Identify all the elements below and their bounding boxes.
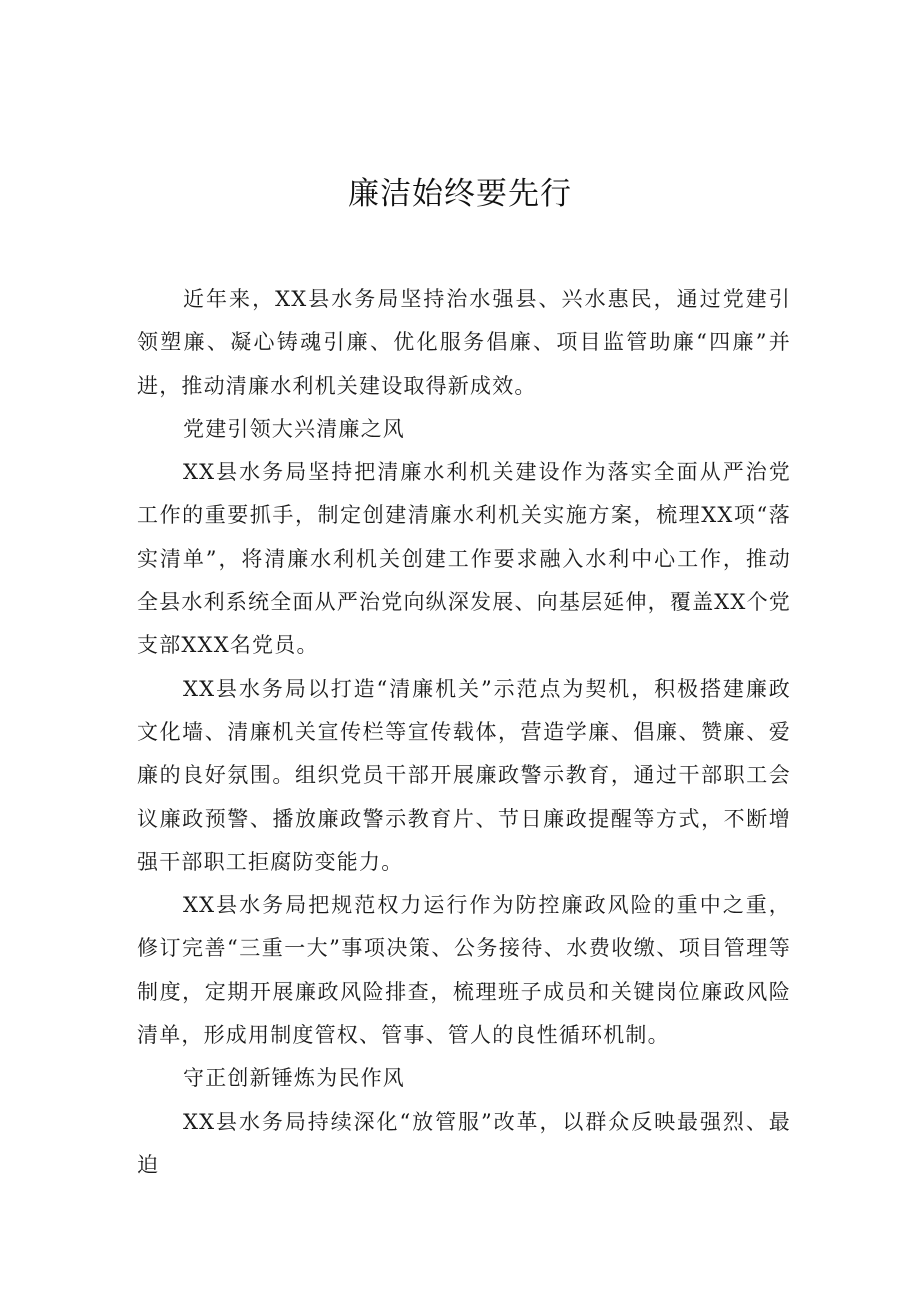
section-heading-party-building: 党建引领大兴清廉之风	[183, 416, 405, 441]
document-title: 廉洁始终要先行	[348, 176, 572, 212]
section-heading-innovation: 守正创新锤炼为民作风	[183, 1066, 405, 1091]
intro-paragraph: 近年来，XX县水务局坚持治水强县、兴水惠民，通过党建引领塑廉、凝心铸魂引廉、优化服务倡廉、项目监管助廉“四廉”并进，推动清廉水利机关建设取得新成效。	[137, 287, 791, 398]
body-paragraph: XX县水务局持续深化“放管服”改革，以群众反映最强烈、最迫	[137, 1109, 791, 1177]
body-paragraph: XX县水务局以打造“清廉机关”示范点为契机，积极搭建廉政文化墙、清廉机关宣传栏等宣传载体，营造学廉、倡廉、赞廉、爱廉的良好氛围。组织党员干部开展廉政警示教育，通过干部职工会议廉政预警、播放廉政警示教育片、节日廉政提醒等方式，不断增强干部职工拒腐防变能力。	[137, 676, 791, 874]
body-paragraph: XX县水务局坚持把清廉水利机关建设作为落实全面从严治党工作的重要抓手，制定创建清廉水利机关实施方案，梳理XX项“落实清单”，将清廉水利机关创建工作要求融入水利中心工作，推动全县水利系统全面从严治党向纵深发展、向基层延伸，覆盖XX个党支部XXX名党员。	[137, 460, 791, 658]
document-body	[137, 278, 791, 1187]
body-paragraph: XX县水务局把规范权力运行作为防控廉政风险的重中之重，修订完善“三重一大”事项决策、公务接待、水费收缴、项目管理等制度，定期开展廉政风险排查，梳理班子成员和关键岗位廉政风险清单，形成用制度管权、管事、管人的良性循环机制。	[137, 893, 791, 1048]
